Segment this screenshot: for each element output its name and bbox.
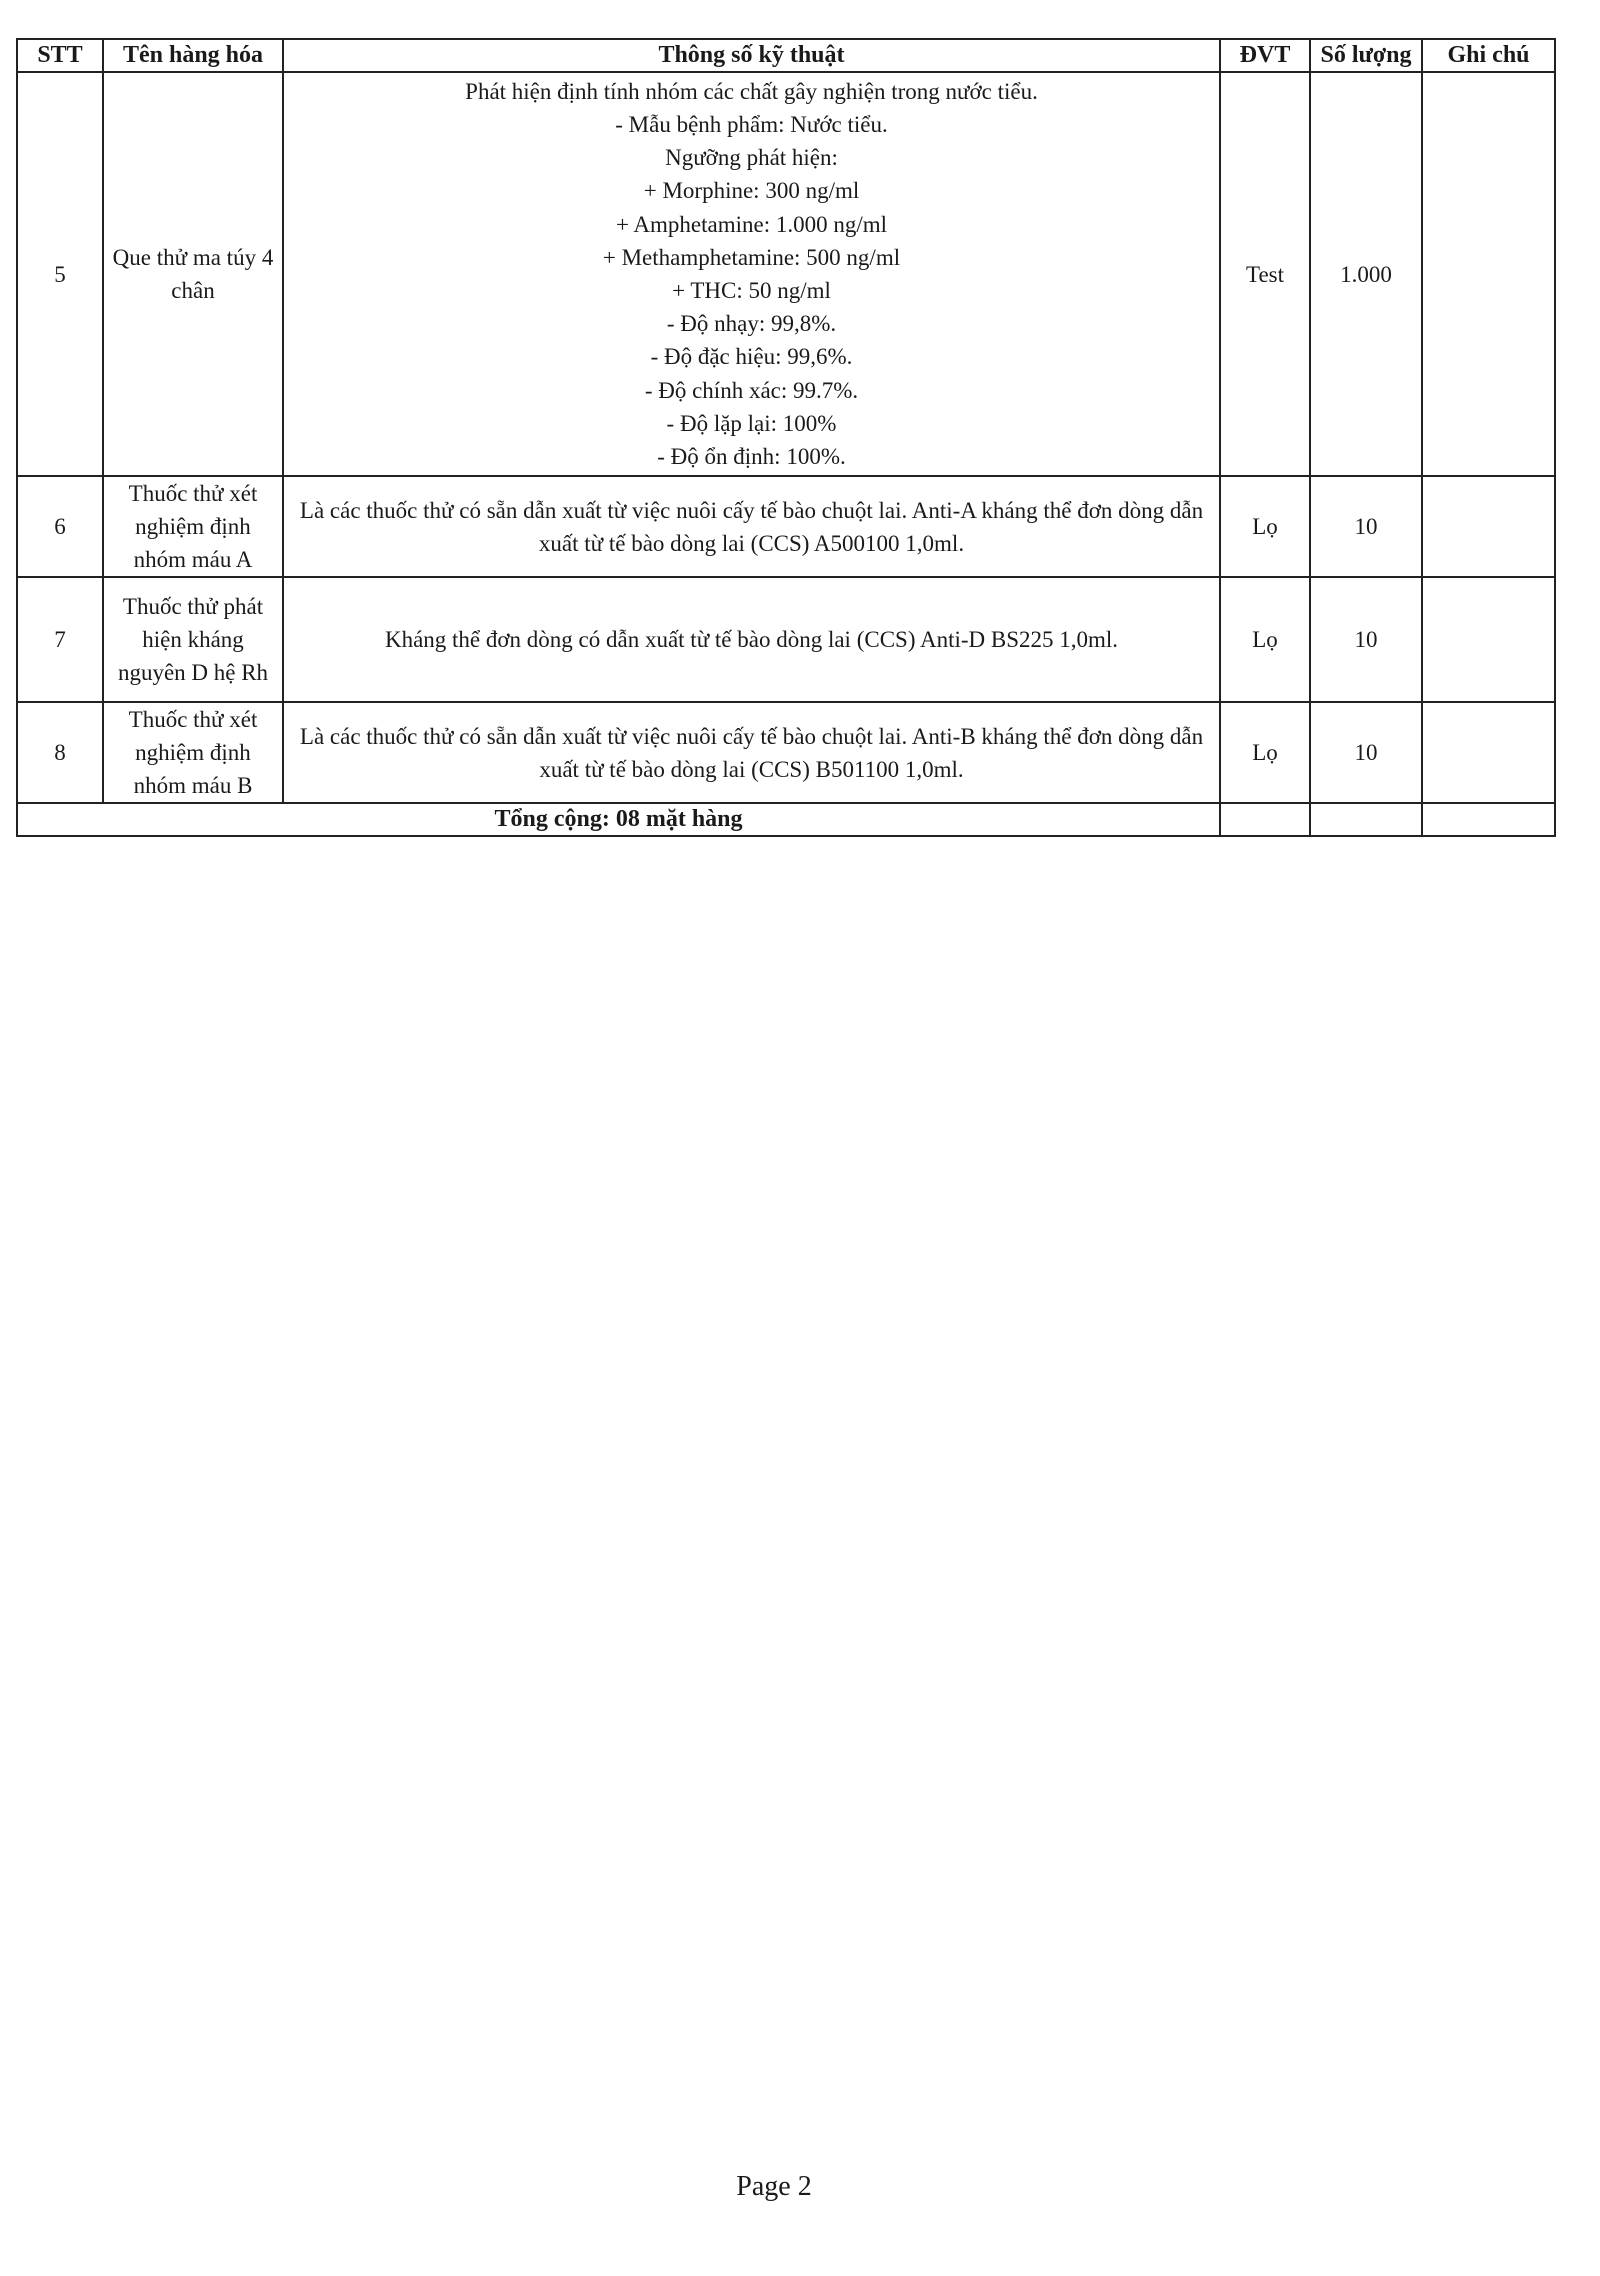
cell-unit: Lọ bbox=[1220, 476, 1310, 577]
header-unit: ĐVT bbox=[1220, 39, 1310, 72]
spec-line: - Độ đặc hiệu: 99,6%. bbox=[650, 344, 853, 370]
cell-spec: Kháng thể đơn dòng có dẫn xuất từ tế bào dòng lai (CCS) Anti-D BS225 1,0ml. bbox=[283, 577, 1220, 702]
total-qty-empty bbox=[1310, 803, 1422, 836]
cell-name: Que thử ma túy 4 chân bbox=[103, 72, 283, 476]
header-qty: Số lượng bbox=[1310, 39, 1422, 72]
cell-note bbox=[1422, 72, 1555, 476]
page-number: Page 2 bbox=[736, 2171, 812, 2202]
total-unit-empty bbox=[1220, 803, 1310, 836]
header-name: Tên hàng hóa bbox=[103, 39, 283, 72]
cell-name: Thuốc thử xét nghiệm định nhóm máu B bbox=[103, 702, 283, 803]
spec-line: Phát hiện định tính nhóm các chất gây nghiện trong nước tiểu. bbox=[465, 78, 1038, 104]
spec-line: + Morphine: 300 ng/ml bbox=[643, 178, 860, 204]
cell-qty: 10 bbox=[1310, 577, 1422, 702]
spec-line: - Độ lặp lại: 100% bbox=[666, 410, 837, 436]
spec-line: + Methamphetamine: 500 ng/ml bbox=[602, 244, 901, 270]
cell-unit: Lọ bbox=[1220, 577, 1310, 702]
cell-stt: 7 bbox=[17, 577, 103, 702]
table-total-row bbox=[17, 803, 1555, 836]
total-note-empty bbox=[1422, 803, 1555, 836]
cell-qty: 10 bbox=[1310, 476, 1422, 577]
header-note: Ghi chú bbox=[1422, 39, 1555, 72]
cell-stt: 8 bbox=[17, 702, 103, 803]
cell-name: Thuốc thử xét nghiệm định nhóm máu A bbox=[103, 476, 283, 577]
cell-qty: 10 bbox=[1310, 702, 1422, 803]
cell-unit: Test bbox=[1220, 72, 1310, 476]
cell-spec bbox=[283, 72, 1220, 476]
spec-line: - Độ nhạy: 99,8%. bbox=[666, 311, 837, 337]
spec-line: + THC: 50 ng/ml bbox=[672, 278, 831, 303]
spec-line: Ngưỡng phát hiện: bbox=[665, 145, 838, 171]
cell-name: Thuốc thử phát hiện kháng nguyên D hệ Rh bbox=[103, 577, 283, 702]
header-spec: Thông số kỹ thuật bbox=[283, 39, 1220, 72]
cell-note bbox=[1422, 476, 1555, 577]
cell-spec: Là các thuốc thử có sẵn dẫn xuất từ việc nuôi cấy tế bào chuột lai. Anti-A kháng thể đơn dòng dẫn xuất từ tế bào dòng lai (CCS) A500100 1,0ml. bbox=[283, 476, 1220, 577]
header-stt: STT bbox=[17, 39, 103, 72]
cell-stt: 6 bbox=[17, 476, 103, 577]
spec-line: - Mẫu bệnh phẩm: Nước tiểu. bbox=[615, 111, 888, 137]
cell-spec: Là các thuốc thử có sẵn dẫn xuất từ việc nuôi cấy tế bào chuột lai. Anti-B kháng thể đơn dòng dẫn xuất từ tế bào dòng lai (CCS) B501100 1,0ml. bbox=[283, 702, 1220, 803]
table-row bbox=[17, 72, 1555, 476]
cell-stt: 5 bbox=[17, 72, 103, 476]
spec-line: + Amphetamine: 1.000 ng/ml bbox=[615, 211, 888, 237]
cell-unit: Lọ bbox=[1220, 702, 1310, 803]
table-row bbox=[17, 702, 1555, 803]
spec-line: - Độ ổn định: 100%. bbox=[657, 444, 846, 470]
cell-note bbox=[1422, 702, 1555, 803]
cell-qty: 1.000 bbox=[1310, 72, 1422, 476]
table-header-row bbox=[17, 39, 1555, 72]
cell-note bbox=[1422, 577, 1555, 702]
table-row bbox=[17, 476, 1555, 577]
table-row bbox=[17, 577, 1555, 702]
total-label: Tổng cộng: 08 mặt hàng bbox=[17, 803, 1220, 836]
specification-table bbox=[16, 38, 1556, 837]
spec-line: - Độ chính xác: 99.7%. bbox=[644, 377, 859, 403]
